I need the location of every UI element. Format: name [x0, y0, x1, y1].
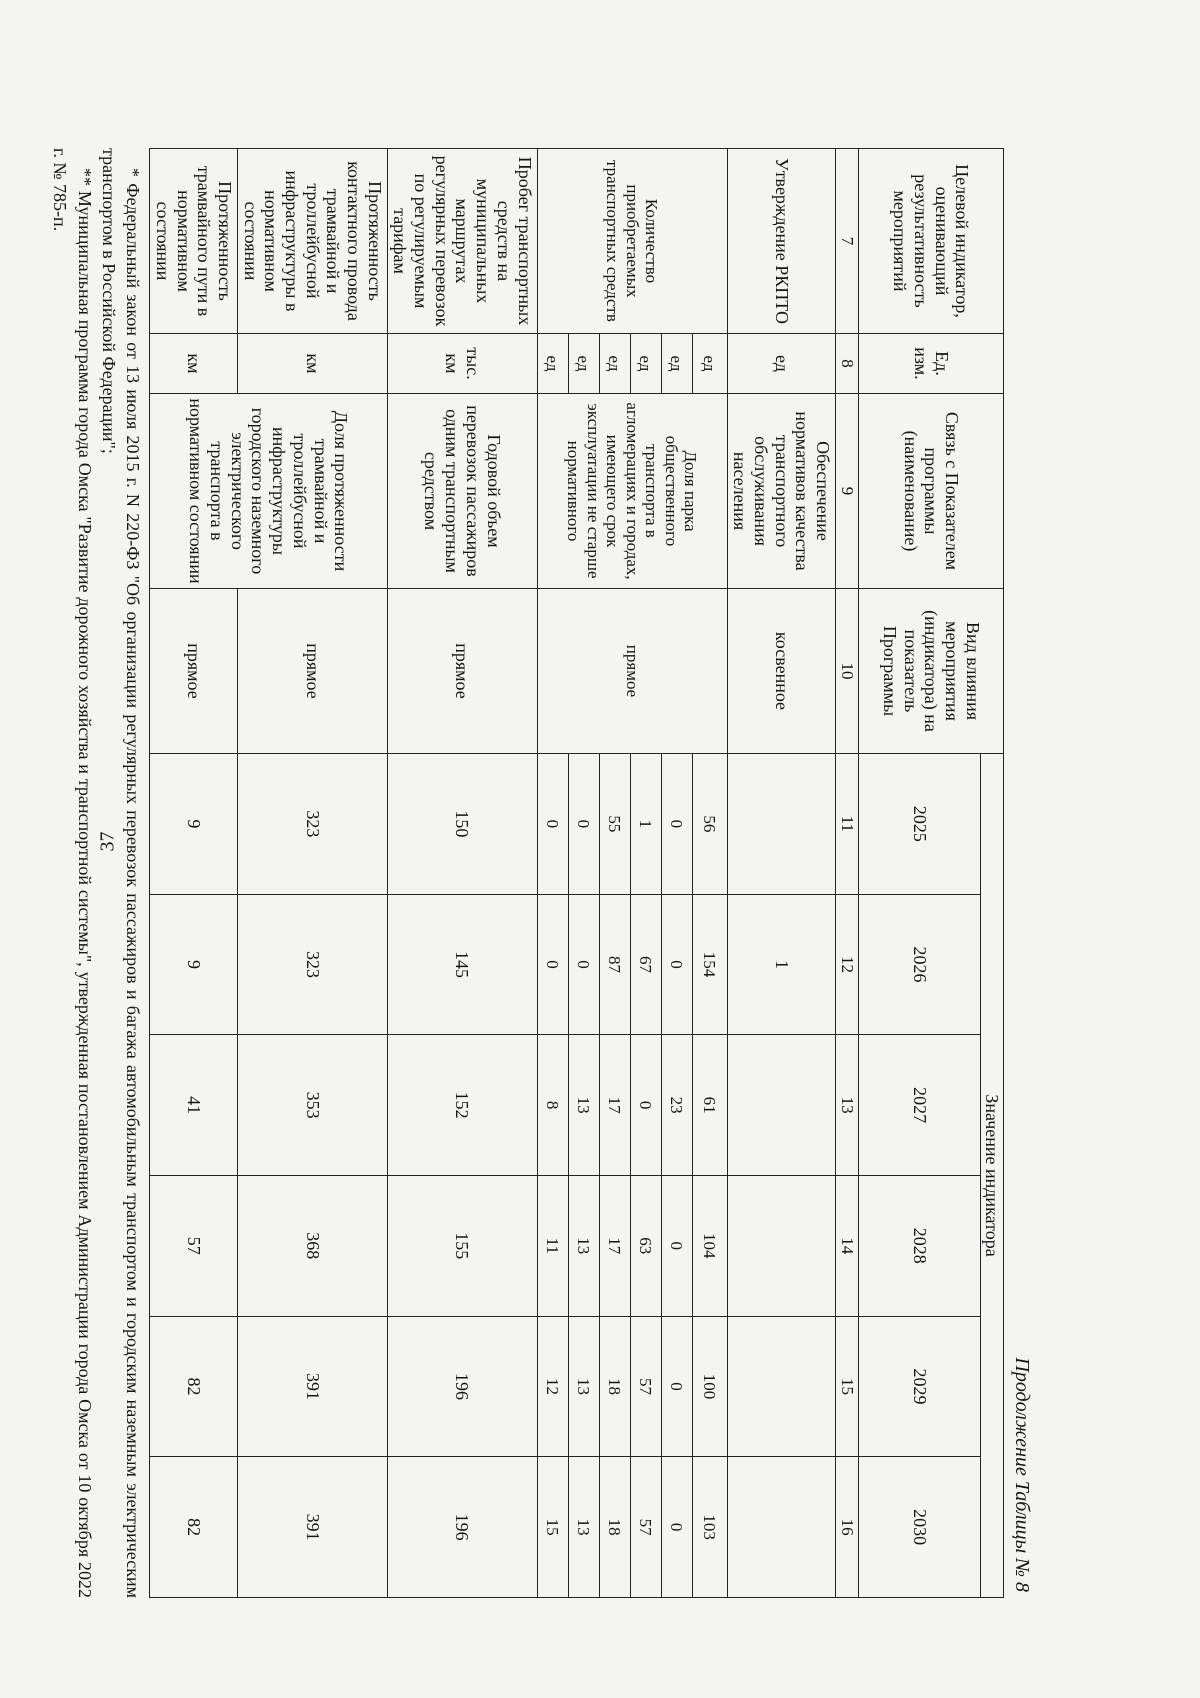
unit-cell: ед — [661, 334, 692, 394]
table-row — [661, 149, 692, 1598]
value-cell: 67 — [630, 894, 661, 1035]
unit-cell: км — [237, 334, 387, 394]
unit-cell: км — [150, 334, 238, 394]
value-cell — [727, 1035, 835, 1176]
value-cell: 1 — [630, 754, 661, 895]
unit-cell: ед — [599, 334, 630, 394]
column-number: 10 — [836, 589, 859, 754]
header-unit: Ед. изм. — [859, 334, 1004, 394]
link-cell: Доля парка общественного транспорта в агломерациях и городах, имеющего срок эксплуатации не старше нормативного — [537, 394, 727, 589]
value-cell: 0 — [537, 754, 568, 895]
header-year: 2027 — [859, 1035, 981, 1176]
value-cell: 17 — [599, 1035, 630, 1176]
influence-cell: прямое — [537, 589, 727, 754]
value-cell: 23 — [661, 1035, 692, 1176]
value-cell: 87 — [599, 894, 630, 1035]
value-cell: 9 — [150, 754, 238, 895]
table-row — [150, 149, 238, 1598]
indicator-cell: Утверждение РКПТО — [727, 149, 835, 334]
table-row — [237, 149, 387, 1598]
value-cell: 55 — [599, 754, 630, 895]
rotated-page-content — [40, 148, 1040, 1598]
column-number: 13 — [836, 1035, 859, 1176]
header-row — [981, 149, 1004, 1598]
link-cell: Доля протяженности трамвайной и троллейбусной инфраструктуры городского наземного электрического транспорта в нормативном состоянии — [150, 394, 388, 589]
value-cell: 17 — [599, 1175, 630, 1316]
value-cell: 12 — [537, 1316, 568, 1457]
value-cell: 82 — [150, 1316, 238, 1457]
table-row — [568, 149, 599, 1598]
value-cell: 0 — [661, 1457, 692, 1598]
value-cell: 56 — [692, 754, 727, 895]
value-cell: 196 — [387, 1457, 537, 1598]
table-row — [692, 149, 727, 1598]
unit-cell: ед — [630, 334, 661, 394]
value-cell: 1 — [727, 894, 835, 1035]
link-cell: Обеспечение нормативов качества транспортного обслуживания населения — [727, 394, 835, 589]
column-number: 11 — [836, 754, 859, 895]
value-cell: 18 — [599, 1457, 630, 1598]
value-cell: 0 — [661, 1175, 692, 1316]
value-cell: 104 — [692, 1175, 727, 1316]
header-influence: Вид влияния мероприятия (индикатора) на показатель Программы — [859, 589, 1004, 754]
value-cell: 41 — [150, 1035, 238, 1176]
value-cell: 15 — [537, 1457, 568, 1598]
indicator-cell: Протяженность контактного провода трамвайной и троллейбусной инфраструктуры в нормативном состоянии — [237, 149, 387, 334]
value-cell: 13 — [568, 1316, 599, 1457]
header-year: 2030 — [859, 1457, 981, 1598]
value-cell: 0 — [537, 894, 568, 1035]
value-cell: 82 — [150, 1457, 238, 1598]
influence-cell: прямое — [387, 589, 537, 754]
unit-cell: тыс. км — [387, 334, 537, 394]
column-number: 16 — [836, 1457, 859, 1598]
table-caption: Продолжение Таблицы № 8 — [1011, 1357, 1033, 1592]
indicator-table — [149, 148, 1004, 1598]
column-number: 8 — [836, 334, 859, 394]
value-cell: 13 — [568, 1175, 599, 1316]
value-cell — [727, 1457, 835, 1598]
column-number: 14 — [836, 1175, 859, 1316]
table-row — [599, 149, 630, 1598]
value-cell: 155 — [387, 1175, 537, 1316]
value-cell: 103 — [692, 1457, 727, 1598]
influence-cell: косвенное — [727, 589, 835, 754]
header-link: Связь с Показателем программы (наименование) — [859, 394, 1004, 589]
column-number: 7 — [836, 149, 859, 334]
value-cell: 57 — [150, 1175, 238, 1316]
header-year: 2026 — [859, 894, 981, 1035]
value-cell: 368 — [237, 1175, 387, 1316]
table-row — [727, 149, 835, 1598]
indicator-cell: Количество приобретаемых транспортных средств — [537, 149, 727, 334]
value-cell: 154 — [692, 894, 727, 1035]
influence-cell: прямое — [237, 589, 387, 754]
value-cell: 57 — [630, 1316, 661, 1457]
link-cell: Годовой объем перевозок пассажиров одним транспортным средством — [387, 394, 537, 589]
table-row — [630, 149, 661, 1598]
value-cell: 0 — [661, 1316, 692, 1457]
table-row — [387, 149, 537, 1598]
header-value-group: Значение индикатора — [981, 754, 1004, 1598]
value-cell: 0 — [661, 754, 692, 895]
influence-cell: прямое — [150, 589, 238, 754]
header-indicator: Целевой индикатор, оценивающий результативность мероприятий — [859, 149, 1004, 334]
value-cell: 13 — [568, 1457, 599, 1598]
unit-cell: ед — [692, 334, 727, 394]
header-year: 2028 — [859, 1175, 981, 1316]
value-cell: 9 — [150, 894, 238, 1035]
table-row — [537, 149, 568, 1598]
value-cell: 57 — [630, 1457, 661, 1598]
value-cell: 196 — [387, 1316, 537, 1457]
value-cell: 152 — [387, 1035, 537, 1176]
column-number-row — [836, 149, 859, 1598]
header-year: 2029 — [859, 1316, 981, 1457]
value-cell — [727, 1175, 835, 1316]
header-year: 2025 — [859, 754, 981, 895]
value-cell: 323 — [237, 754, 387, 895]
value-cell: 150 — [387, 754, 537, 895]
value-cell: 11 — [537, 1175, 568, 1316]
column-number: 15 — [836, 1316, 859, 1457]
value-cell: 63 — [630, 1175, 661, 1316]
unit-cell: ед — [537, 334, 568, 394]
value-cell: 145 — [387, 894, 537, 1035]
value-cell: 0 — [568, 754, 599, 895]
value-cell: 13 — [568, 1035, 599, 1176]
unit-cell: ед — [568, 334, 599, 394]
value-cell: 100 — [692, 1316, 727, 1457]
footnote: ** Муниципальная программа города Омска "Развитие дорожного хозяйства и транспортной системы", утвержденная постановлением Администрации города Омска от 10 октября 2022 г. № 785-п. — [50, 148, 95, 1598]
indicator-cell: Пробег транспортных средств на муниципальных маршрутах регулярных перевозок по регулируемым тарифам — [387, 149, 537, 334]
unit-cell: ед — [727, 334, 835, 394]
value-cell: 8 — [537, 1035, 568, 1176]
value-cell: 391 — [237, 1457, 387, 1598]
value-cell — [727, 1316, 835, 1457]
value-cell: 353 — [237, 1035, 387, 1176]
value-cell: 18 — [599, 1316, 630, 1457]
value-cell: 391 — [237, 1316, 387, 1457]
footnote: * Федеральный закон от 13 июля 2015 г. N 220-ФЗ "Об организации регулярных перевозок пассажиров и багажа автомобильным транспортом и городским наземным электрическим транспортом в Российской Федерации"; — [98, 148, 144, 1598]
footnotes — [48, 148, 145, 1598]
value-cell: 0 — [568, 894, 599, 1035]
column-number: 12 — [836, 894, 859, 1035]
page-number: 37 — [96, 831, 119, 852]
indicator-cell: Протяженность трамвайного пути в нормативном состоянии — [150, 149, 238, 334]
value-cell — [727, 754, 835, 895]
value-cell: 0 — [630, 1035, 661, 1176]
value-cell: 323 — [237, 894, 387, 1035]
column-number: 9 — [836, 394, 859, 589]
value-cell: 0 — [661, 894, 692, 1035]
value-cell: 61 — [692, 1035, 727, 1176]
